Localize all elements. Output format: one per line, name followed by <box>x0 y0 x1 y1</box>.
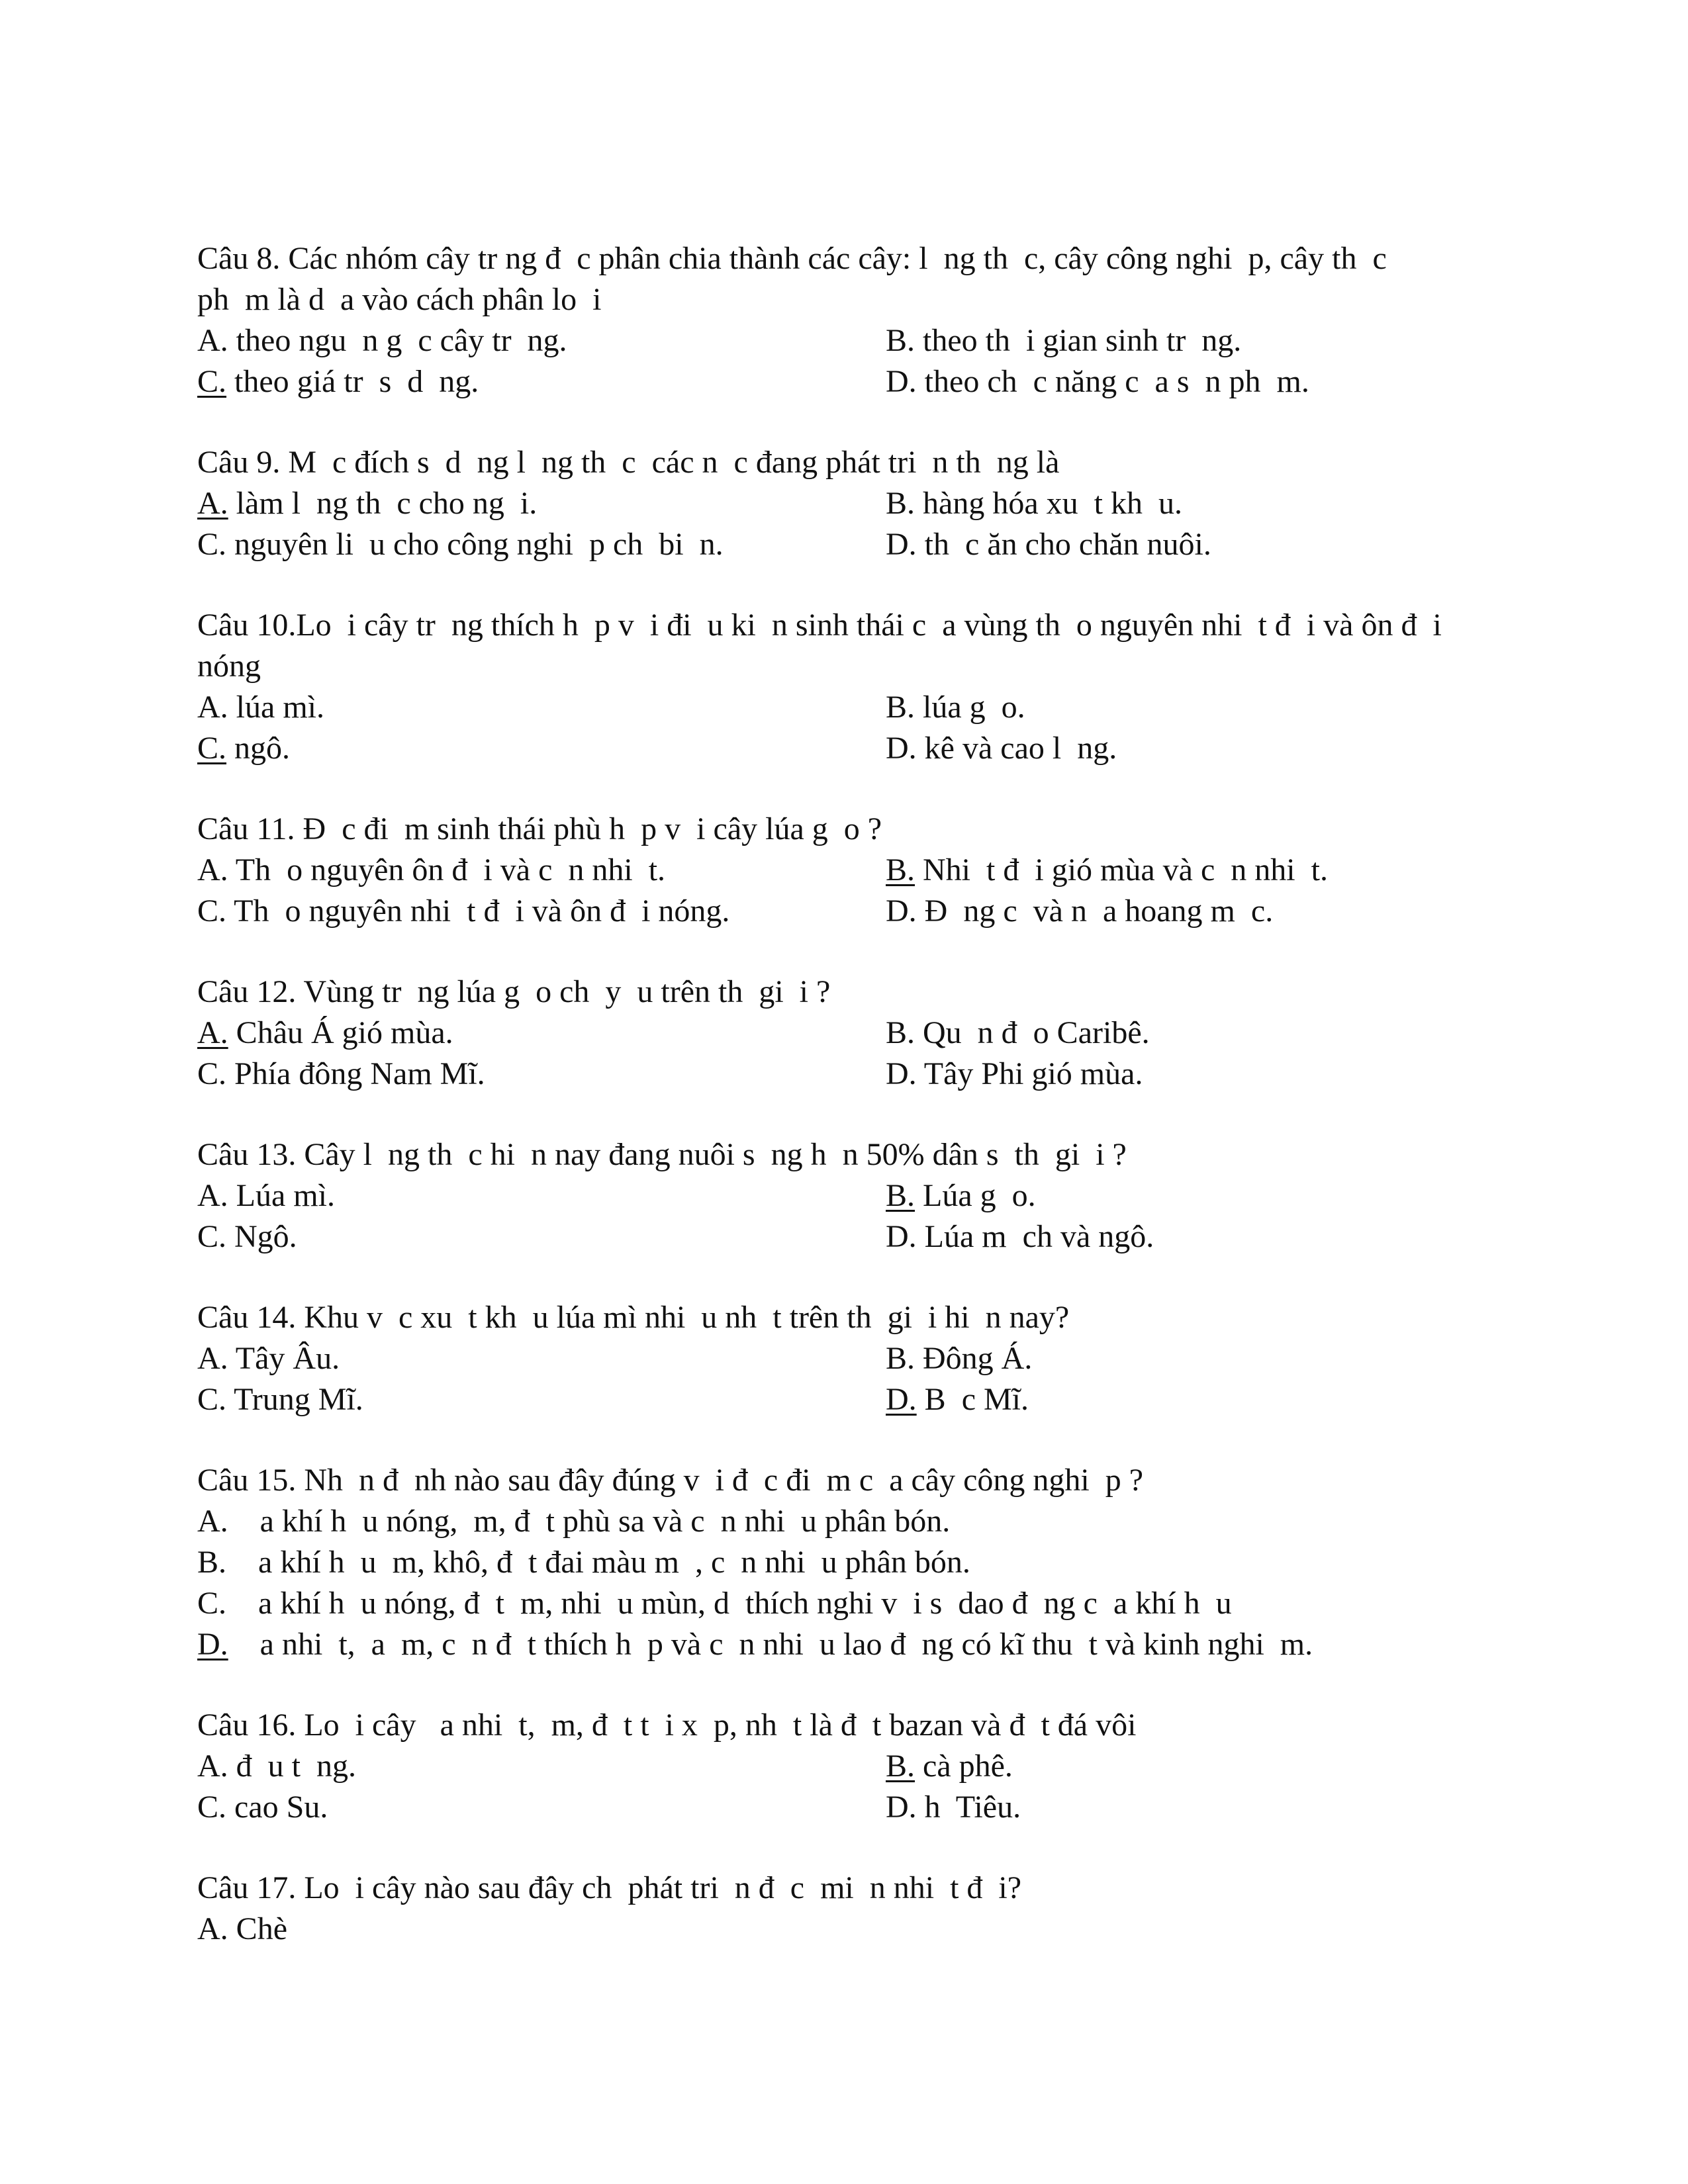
question-text: Câu 15. Nh n đ nh nào sau đây đúng v i đ c đi m c a cây công nghi p ? <box>197 1463 1144 1498</box>
option-text: th c ăn cho chăn nuôi. <box>916 527 1211 562</box>
answer-option <box>886 361 1574 402</box>
question-text: Câu 12. Vùng tr ng lúa g o ch y u trên th gi i ? <box>197 974 831 1009</box>
answer-option <box>197 1013 886 1054</box>
option-text: Ngô. <box>226 1219 297 1254</box>
option-text: a khí h u nóng, m, đ t phù sa và c n nhi u phân bón. <box>228 1504 951 1539</box>
option-text: Th o nguyên nhi t đ i và ôn đ i nóng. <box>226 893 730 929</box>
correct-answer-letter: C. <box>197 364 227 399</box>
option-text: Lúa mì. <box>228 1178 335 1213</box>
correct-answer-letter: B. <box>886 852 915 887</box>
correct-answer-letter: B. <box>886 1178 915 1213</box>
answer-option <box>197 687 886 728</box>
answer-option <box>886 850 1574 891</box>
option-text: a khí h u nóng, đ t m, nhi u mùn, d thích nghi v i s dao đ ng c a khí h u <box>226 1586 1232 1621</box>
question-block <box>197 809 1627 932</box>
option-letter: D. <box>886 893 917 929</box>
correct-answer-letter: D. <box>197 1627 228 1662</box>
option-text: Trung Mĩ. <box>226 1382 363 1417</box>
answer-option <box>886 1746 1574 1787</box>
correct-answer-letter: A. <box>197 486 228 521</box>
option-text: h Tiêu. <box>916 1790 1021 1825</box>
question-block <box>197 1868 1627 1950</box>
option-letter: A. <box>197 1341 228 1376</box>
answer-options <box>197 483 1627 565</box>
answer-options <box>197 1909 1627 1950</box>
option-text: lúa g o. <box>915 690 1025 725</box>
answer-option <box>197 1787 886 1828</box>
answer-option <box>886 1013 1574 1054</box>
answer-option <box>886 728 1574 769</box>
answer-option <box>197 1624 1627 1665</box>
question-block <box>197 1460 1627 1665</box>
option-text: kê và cao l ng. <box>916 731 1117 766</box>
answer-options <box>197 1013 1627 1095</box>
answer-option <box>197 1379 886 1420</box>
option-text: lúa mì. <box>228 690 324 725</box>
answer-options <box>197 1501 1627 1665</box>
option-letter: C. <box>197 1586 227 1621</box>
answer-option <box>197 1542 1627 1583</box>
option-letter: C. <box>197 527 227 562</box>
answer-option <box>197 1746 886 1787</box>
answer-options <box>197 687 1627 769</box>
question-text: Câu 10.Lo i cây tr ng thích h p v i đi u ki n sinh thái c a vùng th o nguyên nhi t đ i và ôn đ i nóng <box>197 608 1442 684</box>
option-text: Qu n đ o Caribê. <box>915 1015 1150 1050</box>
option-text: theo ngu n g c cây tr ng. <box>228 323 567 358</box>
option-letter: B. <box>197 1545 227 1580</box>
option-letter: B. <box>886 323 915 358</box>
option-text: Tây Phi gió mùa. <box>916 1056 1143 1091</box>
option-text: hàng hóa xu t kh u. <box>915 486 1182 521</box>
option-letter: C. <box>197 1790 227 1825</box>
option-text: theo ch c năng c a s n ph m. <box>916 364 1309 399</box>
answer-option <box>197 361 886 402</box>
option-letter: A. <box>197 852 228 887</box>
option-letter: B. <box>886 486 915 521</box>
answer-option <box>886 1787 1574 1828</box>
option-text: Đông Á. <box>915 1341 1033 1376</box>
option-text: Nhi t đ i gió mùa và c n nhi t. <box>915 852 1328 887</box>
correct-answer-letter: C. <box>197 731 227 766</box>
answer-option <box>197 1054 886 1095</box>
option-letter: C. <box>197 1056 227 1091</box>
answer-option <box>886 687 1574 728</box>
question-block <box>197 1134 1627 1257</box>
answer-option <box>886 1175 1574 1216</box>
option-text: Chè <box>228 1911 287 1946</box>
option-letter: D. <box>886 527 917 562</box>
option-letter: B. <box>886 1015 915 1050</box>
option-text: đ u t ng. <box>228 1749 357 1784</box>
option-text: Phía đông Nam Mĩ. <box>226 1056 485 1091</box>
question-text: Câu 17. Lo i cây nào sau đây ch phát tri n đ c mi n nhi t đ i? <box>197 1870 1022 1905</box>
question-block <box>197 442 1627 565</box>
question-text: Câu 11. Đ c đi m sinh thái phù h p v i cây lúa g o ? <box>197 811 882 846</box>
answer-option <box>197 483 886 524</box>
answer-option <box>886 1054 1574 1095</box>
answer-options <box>197 850 1627 932</box>
question-block <box>197 1297 1627 1420</box>
question-block <box>197 1705 1627 1828</box>
answer-option <box>197 728 886 769</box>
option-letter: D. <box>886 1056 917 1091</box>
option-text: Tây Âu. <box>228 1341 340 1376</box>
option-text: theo th i gian sinh tr ng. <box>915 323 1242 358</box>
question-block <box>197 605 1627 769</box>
answer-option <box>197 1909 1627 1950</box>
option-letter: C. <box>197 1219 227 1254</box>
option-text: cao Su. <box>226 1790 328 1825</box>
answer-option <box>886 524 1574 565</box>
answer-options <box>197 320 1627 402</box>
option-letter: A. <box>197 323 228 358</box>
question-text: Câu 9. M c đích s d ng l ng th c các n c đang phát tri n th ng là <box>197 445 1060 480</box>
answer-option <box>886 891 1574 932</box>
option-text: nguyên li u cho công nghi p ch bi n. <box>226 527 724 562</box>
option-text: ngô. <box>226 731 291 766</box>
correct-answer-letter: D. <box>886 1382 917 1417</box>
question-text: Câu 8. Các nhóm cây tr ng đ c phân chia thành các cây: l ng th c, cây công nghi p, cây th c ph m là d a vào cách phân lo i <box>197 241 1387 317</box>
answer-options <box>197 1175 1627 1257</box>
answer-option <box>197 320 886 361</box>
answer-option <box>197 1501 1627 1542</box>
option-letter: D. <box>886 1790 917 1825</box>
answer-option <box>886 320 1574 361</box>
option-letter: A. <box>197 690 228 725</box>
answer-option <box>197 524 886 565</box>
answer-options <box>197 1746 1627 1828</box>
option-text: B c Mĩ. <box>916 1382 1029 1417</box>
question-block <box>197 238 1627 402</box>
question-text: Câu 13. Cây l ng th c hi n nay đang nuôi s ng h n 50% dân s th gi i ? <box>197 1137 1127 1172</box>
option-letter: B. <box>886 690 915 725</box>
option-letter: D. <box>886 1219 917 1254</box>
option-text: a khí h u m, khô, đ t đai màu m , c n nhi u phân bón. <box>226 1545 970 1580</box>
answer-option <box>886 483 1574 524</box>
option-text: Th o nguyên ôn đ i và c n nhi t. <box>228 852 666 887</box>
question-text: Câu 16. Lo i cây a nhi t, m, đ t t i x p, nh t là đ t bazan và đ t đá vôi <box>197 1707 1137 1743</box>
question-text: Câu 14. Khu v c xu t kh u lúa mì nhi u nh t trên th gi i hi n nay? <box>197 1300 1070 1335</box>
question-block <box>197 972 1627 1095</box>
option-letter: A. <box>197 1504 228 1539</box>
correct-answer-letter: A. <box>197 1015 228 1050</box>
option-text: a nhi t, a m, c n đ t thích h p và c n nhi u lao đ ng có kĩ thu t và kinh nghi m. <box>228 1627 1313 1662</box>
answer-option <box>197 1583 1627 1624</box>
answer-option <box>886 1379 1574 1420</box>
option-text: Lúa m ch và ngô. <box>916 1219 1154 1254</box>
answer-option <box>886 1338 1574 1379</box>
correct-answer-letter: B. <box>886 1749 915 1784</box>
option-letter: A. <box>197 1911 228 1946</box>
option-text: Đ ng c và n a hoang m c. <box>916 893 1274 929</box>
answer-options <box>197 1338 1627 1420</box>
option-text: làm l ng th c cho ng i. <box>228 486 538 521</box>
document-page <box>197 238 1627 1989</box>
option-letter: B. <box>886 1341 915 1376</box>
option-letter: C. <box>197 1382 227 1417</box>
option-letter: D. <box>886 731 917 766</box>
answer-option <box>197 1175 886 1216</box>
option-letter: A. <box>197 1178 228 1213</box>
option-letter: D. <box>886 364 917 399</box>
option-letter: C. <box>197 893 227 929</box>
answer-option <box>886 1216 1574 1257</box>
option-letter: A. <box>197 1749 228 1784</box>
answer-option <box>197 1216 886 1257</box>
answer-option <box>197 1338 886 1379</box>
option-text: theo giá tr s d ng. <box>226 364 479 399</box>
answer-option <box>197 850 886 891</box>
option-text: cà phê. <box>915 1749 1013 1784</box>
option-text: Lúa g o. <box>915 1178 1036 1213</box>
answer-option <box>197 891 886 932</box>
option-text: Châu Á gió mùa. <box>228 1015 453 1050</box>
